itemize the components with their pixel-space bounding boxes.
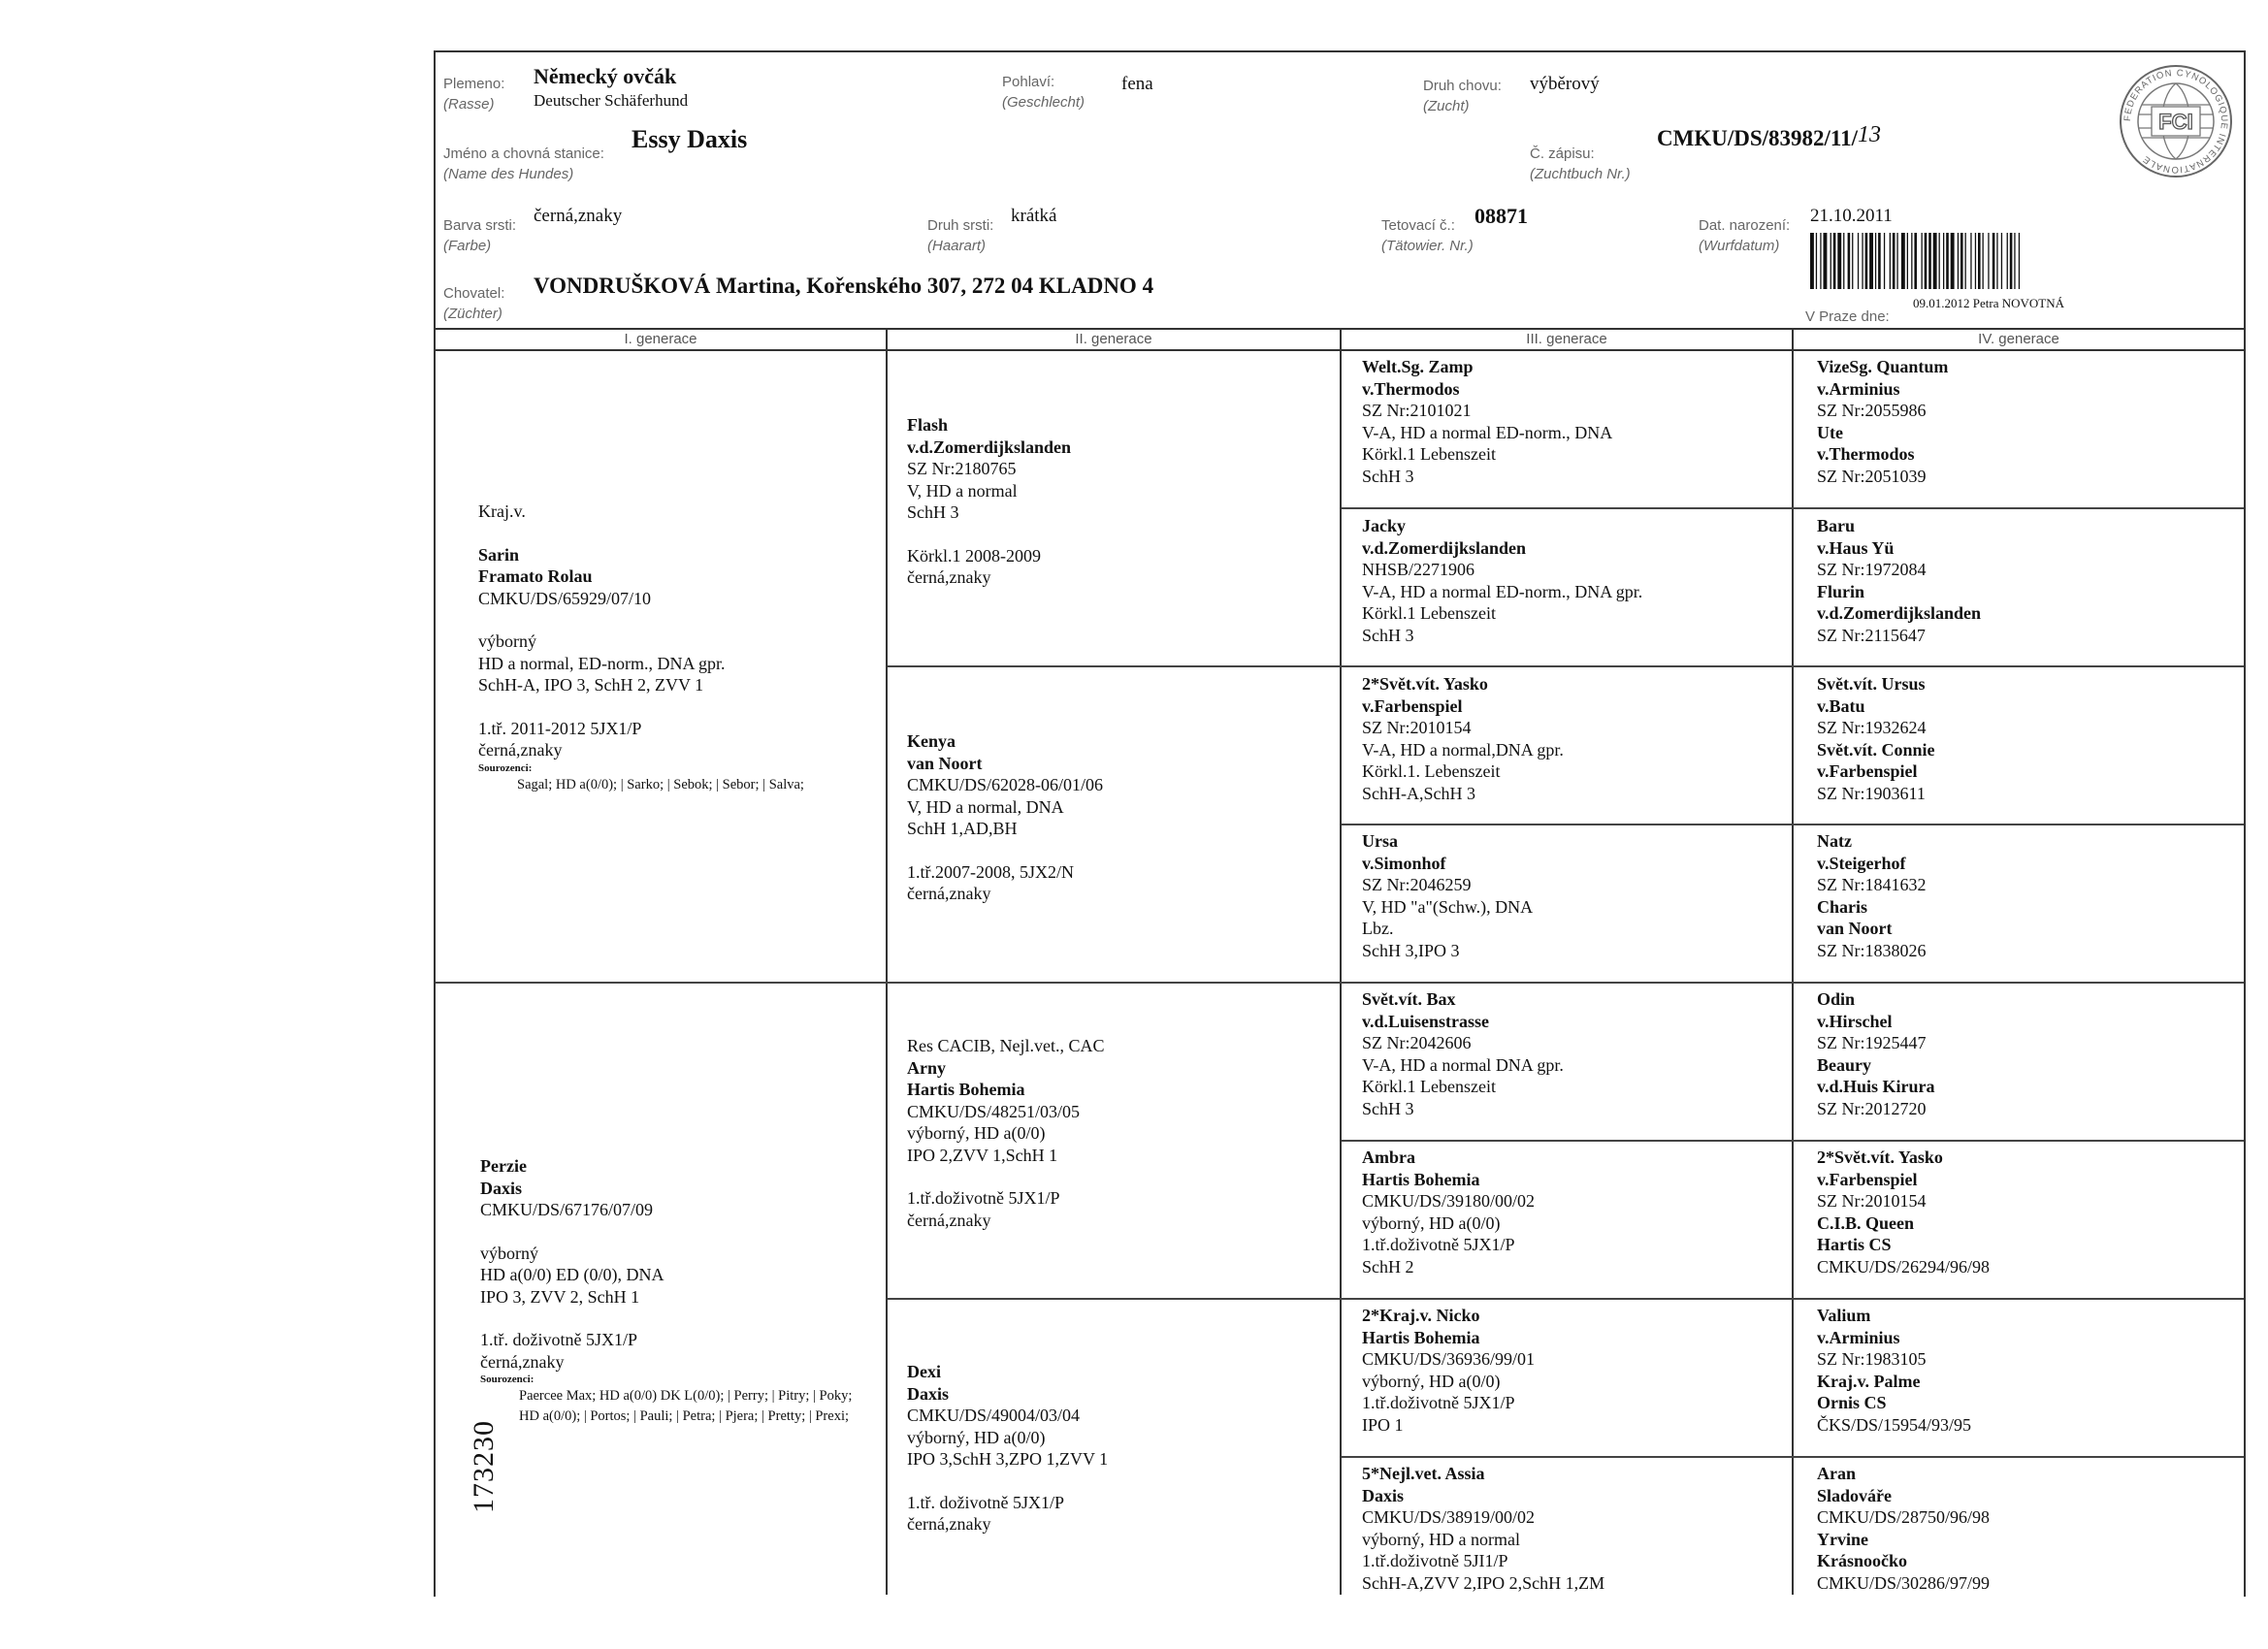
spacer xyxy=(478,696,876,718)
barcode-bar xyxy=(1925,233,1928,289)
coat-label: Druh srsti: (Haarart) xyxy=(927,217,994,254)
pedigree-line: Sarin xyxy=(478,544,520,565)
pedigree-line: CMKU/DS/26294/96/98 xyxy=(1817,1256,1991,1277)
pedigree-line: Hartis CS xyxy=(1817,1235,1892,1254)
pedigree-line: C.I.B. Queen xyxy=(1817,1212,1915,1233)
pedigree-line: SchH-A, IPO 3, SchH 2, ZVV 1 xyxy=(478,675,704,695)
pedigree-line: výborný, HD a(0/0) xyxy=(907,1427,1046,1447)
coat-value: krátká xyxy=(1011,206,1057,226)
gen3-cell-3 xyxy=(1362,673,1789,804)
pedigree-line: SZ Nr:2055986 xyxy=(1817,401,1927,420)
dam-dam-cell xyxy=(907,1361,1334,1536)
pedigree-line: SZ Nr:1972084 xyxy=(1817,560,1927,579)
pedigree-line: SZ Nr:1925447 xyxy=(1817,1033,1927,1052)
barcode-bar xyxy=(2001,233,2002,289)
pedigree-line: 2*Svět.vít. Yasko xyxy=(1362,674,1488,694)
pedigree-line: v.Arminius xyxy=(1817,1327,1900,1347)
pedigree-line: SchH 3 xyxy=(1362,1098,1414,1118)
barcode-bar xyxy=(1869,233,1873,289)
pedigree-line: SZ Nr:2101021 xyxy=(1362,401,1472,420)
pedigree-line: Yrvine xyxy=(1817,1529,1868,1549)
pedigree-line: SZ Nr:2180765 xyxy=(907,459,1017,478)
pedigree-line: výborný, HD a(0/0) xyxy=(1362,1212,1501,1233)
barcode-bar xyxy=(1875,233,1876,289)
pedigree-line: Valium xyxy=(1817,1306,1871,1325)
pedigree-line: 5*Nejl.vet. Assia xyxy=(1362,1464,1485,1483)
pedigree-line: V-A, HD a normal,DNA gpr. xyxy=(1362,739,1564,760)
gen3-cell-5 xyxy=(1362,988,1789,1119)
barcode-bar xyxy=(1996,233,1997,289)
dog-name-value: Essy Daxis xyxy=(632,125,748,153)
barcode-bar xyxy=(1820,233,1821,289)
pedigree-line: SZ Nr:1932624 xyxy=(1817,718,1927,737)
barcode-bar xyxy=(1914,233,1917,289)
pedigree-line: Ursa xyxy=(1362,831,1398,851)
gen4-cell-5 xyxy=(1817,988,2234,1119)
gen4-cell-7 xyxy=(1817,1305,2234,1436)
generation-header-1: I. generace xyxy=(436,330,886,351)
tattoo-label: Tetovací č.: (Tätowier. Nr.) xyxy=(1381,217,1474,254)
pedigree-line: Baru xyxy=(1817,516,1856,535)
grid-hline-e1 xyxy=(1342,507,2244,509)
pedigree-line: CMKU/DS/48251/03/05 xyxy=(907,1101,1081,1121)
pedigree-line: V-A, HD a normal ED-norm., DNA xyxy=(1362,422,1613,442)
barcode-bar xyxy=(1816,233,1817,289)
barcode-bar xyxy=(1890,233,1891,289)
barcode-bar xyxy=(1824,233,1828,289)
gen4-cell-4 xyxy=(1817,830,2234,961)
pedigree-line: Arny xyxy=(907,1057,946,1078)
registry-label: Č. zápisu: (Zuchtbuch Nr.) xyxy=(1530,146,1631,182)
gen3-cell-4 xyxy=(1362,830,1789,961)
pedigree-line: černá,znaky xyxy=(907,567,991,587)
pedigree-line: Körkl.1 Lebenszeit xyxy=(1362,1077,1496,1096)
svg-text:FCI: FCI xyxy=(2158,110,2193,134)
pedigree-line: Welt.Sg. Zamp xyxy=(1362,357,1474,376)
color-value: černá,znaky xyxy=(534,206,623,226)
breeder-label: Chovatel: (Züchter) xyxy=(443,285,505,322)
siblings-label: Sourozenci: xyxy=(478,761,533,774)
pedigree-line: CMKU/DS/67176/07/09 xyxy=(480,1200,654,1219)
pedigree-line: SZ Nr:1841632 xyxy=(1817,875,1927,894)
pedigree-line: v.d.Huis Kirura xyxy=(1817,1077,1935,1096)
pedigree-line: V, HD a normal, DNA xyxy=(907,796,1064,817)
side-number: 173230 xyxy=(468,1420,500,1513)
barcode-bar xyxy=(1951,233,1955,289)
pedigree-line: SchH 2 xyxy=(1362,1256,1414,1277)
pedigree-line: IPO 2,ZVV 1,SchH 1 xyxy=(907,1145,1058,1165)
sire-dam-cell xyxy=(907,730,1334,905)
pedigree-line: van Noort xyxy=(1817,919,1893,938)
spacer xyxy=(478,523,876,544)
pedigree-line: CMKU/DS/30286/97/99 xyxy=(1817,1572,1991,1593)
pedigree-line: Kraj.v. Palme xyxy=(1817,1371,1921,1391)
pedigree-line: CMKU/DS/38919/00/02 xyxy=(1362,1507,1536,1527)
pedigree-line: SZ Nr:2046259 xyxy=(1362,875,1472,894)
pedigree-line: SchH-A,ZVV 2,IPO 2,SchH 1,ZM xyxy=(1362,1572,1605,1593)
pedigree-line: Svět.vít. Connie xyxy=(1817,739,1935,760)
barcode-bar xyxy=(1901,233,1905,289)
barcode-bar xyxy=(1833,233,1836,289)
barcode-bar xyxy=(1843,233,1844,289)
grid-hline-q1 xyxy=(888,665,2244,667)
sire-cell xyxy=(478,501,876,795)
barcode-bar xyxy=(1958,233,1959,289)
siblings-label: Sourozenci: xyxy=(480,1374,535,1385)
pedigree-line: V, HD a normal xyxy=(907,480,1018,501)
pedigree-line: v.d.Zomerdijkslanden xyxy=(907,436,1072,457)
barcode-bar xyxy=(1975,233,1976,289)
grid-hline-q3 xyxy=(888,1298,2244,1300)
pedigree-line: SZ Nr:2051039 xyxy=(1817,466,1927,486)
barcode-bar xyxy=(1837,233,1841,289)
registry-value: CMKU/DS/83982/11/13 xyxy=(1657,122,1882,150)
pedigree-line: černá,znaky xyxy=(480,1351,565,1372)
pedigree-line: v.Farbenspiel xyxy=(1817,1169,1918,1189)
generation-header-2: II. generace xyxy=(888,330,1340,351)
grid-hline-e7 xyxy=(1342,1456,2244,1458)
pedigree-line: Hartis Bohemia xyxy=(1362,1169,1480,1189)
barcode-bar xyxy=(1852,233,1853,289)
pedigree-line: Hartis Bohemia xyxy=(1362,1327,1480,1347)
barcode-bar xyxy=(1939,233,1940,289)
spacer xyxy=(907,1471,1334,1492)
pedigree-line: Ute xyxy=(1817,422,1843,442)
pedigree-line: SZ Nr:2115647 xyxy=(1817,625,1926,645)
pedigree-line: v.d.Luisenstrasse xyxy=(1362,1011,1490,1031)
pedigree-line: ČKS/DS/15954/93/95 xyxy=(1817,1414,1972,1435)
pedigree-line: CMKU/DS/49004/03/04 xyxy=(907,1406,1081,1425)
breeding-type-value: výběrový xyxy=(1530,74,1600,94)
pedigree-line: CMKU/DS/36936/99/01 xyxy=(1362,1349,1536,1369)
pedigree-line: SZ Nr:2010154 xyxy=(1362,718,1472,737)
gen4-cell-1 xyxy=(1817,356,2234,487)
pedigree-line: 1.tř. doživotně 5JX1/P xyxy=(907,1492,1064,1512)
barcode-bar xyxy=(2007,233,2008,289)
pedigree-line: CMKU/DS/39180/00/02 xyxy=(1362,1191,1536,1211)
barcode-bar xyxy=(1896,233,1897,289)
pedigree-line: Odin xyxy=(1817,989,1856,1009)
gen4-cell-3 xyxy=(1817,673,2234,804)
pedigree-line: černá,znaky xyxy=(907,1514,991,1534)
gen3-cell-6 xyxy=(1362,1147,1789,1277)
barcode-bar xyxy=(1960,233,1963,289)
pedigree-line: v.Simonhof xyxy=(1362,853,1446,873)
barcode-bar xyxy=(1946,233,1949,289)
barcode-bar xyxy=(1965,233,1966,289)
pedigree-line: 1.tř. doživotně 5JX1/P xyxy=(480,1330,637,1349)
pedigree-line: SZ Nr:2042606 xyxy=(1362,1033,1472,1052)
pedigree-line: SZ Nr:1903611 xyxy=(1817,783,1926,803)
barcode-bar xyxy=(1911,233,1912,289)
barcode-bar xyxy=(1893,233,1895,289)
issued-label: V Praze dne: xyxy=(1805,308,1890,325)
gen3-cell-1 xyxy=(1362,356,1789,487)
gen3-cell-2 xyxy=(1362,515,1789,646)
pedigree-line: SchH-A,SchH 3 xyxy=(1362,783,1475,803)
pedigree-line: výborný xyxy=(478,631,536,651)
gen4-cell-6 xyxy=(1817,1147,2234,1277)
pedigree-line: SchH 3 xyxy=(1362,466,1414,486)
color-label: Barva srsti: (Farbe) xyxy=(443,217,517,254)
dog-name-label: Jméno a chovná stanice: (Name des Hundes) xyxy=(443,146,604,182)
pedigree-line: SZ Nr:2010154 xyxy=(1817,1191,1927,1211)
barcode-bar xyxy=(1978,233,1981,289)
breed-value-de: Deutscher Schäferhund xyxy=(534,91,689,110)
pedigree-line: Daxis xyxy=(907,1383,950,1404)
barcode-bar xyxy=(1862,233,1863,289)
pedigree-line: výborný, HD a normal xyxy=(1362,1529,1520,1549)
pedigree-line: van Noort xyxy=(907,753,983,773)
barcode-bar xyxy=(1988,233,1989,289)
pedigree-line: Ornis CS xyxy=(1817,1393,1887,1412)
pedigree-line: v.Haus Yü xyxy=(1817,537,1895,558)
issued-value: 09.01.2012 Petra NOVOTNÁ xyxy=(1913,296,2064,310)
pedigree-line: Lbz. xyxy=(1362,919,1394,938)
pedigree-line: 1.tř.doživotně 5JX1/P xyxy=(1362,1235,1515,1254)
grid-vline-3 xyxy=(1792,330,1794,1595)
pedigree-line: černá,znaky xyxy=(478,740,563,760)
tattoo-value: 08871 xyxy=(1474,204,1528,228)
barcode-bar xyxy=(1907,233,1908,289)
pedigree-line: Körkl.1 2008-2009 xyxy=(907,545,1041,566)
barcode-bar xyxy=(1933,233,1937,289)
breed-label: Plemeno: (Rasse) xyxy=(443,76,505,113)
grid-hline-e5 xyxy=(1342,1140,2244,1142)
gen3-cell-7 xyxy=(1362,1305,1789,1436)
pedigree-line: 1.tř.2007-2008, 5JX2/N xyxy=(907,861,1074,882)
barcode-bar xyxy=(1993,233,1995,289)
breeding-type-label: Druh chovu: (Zucht) xyxy=(1423,78,1502,114)
fci-logo xyxy=(2119,64,2233,178)
pedigree-line: Res CACIB, Nejl.vet., CAC xyxy=(907,1036,1105,1055)
pedigree-line: Svět.vít. Ursus xyxy=(1817,674,1926,694)
pedigree-line: SZ Nr:2012720 xyxy=(1817,1098,1927,1118)
pedigree-line: Krásnoočko xyxy=(1817,1551,1908,1570)
pedigree-line: v.Thermodos xyxy=(1817,444,1915,464)
sex-label: Pohlaví: (Geschlecht) xyxy=(1002,74,1085,111)
pedigree-line: 1.tř. 2011-2012 5JX1/P xyxy=(478,718,642,738)
pedigree-line: Svět.vít. Bax xyxy=(1362,989,1456,1009)
svg-text:FEDERATION CYNOLOGIQUE INTERNA: FEDERATION CYNOLOGIQUE INTERNATIONALE xyxy=(2122,67,2230,176)
pedigree-line: v.Thermodos xyxy=(1362,378,1460,399)
grid-vline-1 xyxy=(886,330,888,1595)
barcode-bar xyxy=(1970,233,1971,289)
pedigree-line: Körkl.1. Lebenszeit xyxy=(1362,761,1501,781)
grid-vline-2 xyxy=(1340,330,1342,1595)
breeder-value: VONDRUŠKOVÁ Martina, Kořenského 307, 272 04 KLADNO 4 xyxy=(534,274,1154,298)
pedigree-line: v.d.Zomerdijkslanden xyxy=(1817,603,1982,623)
pedigree-line: SZ Nr:1983105 xyxy=(1817,1349,1927,1369)
pedigree-line: výborný, HD a(0/0) xyxy=(907,1123,1046,1143)
pedigree-line: v.Arminius xyxy=(1817,378,1900,399)
pedigree-line: 1.tř.doživotně 5JI1/P xyxy=(1362,1551,1508,1570)
spacer xyxy=(480,1308,878,1329)
grid-hline-e3 xyxy=(1342,824,2244,825)
sex-value: fena xyxy=(1121,74,1153,94)
siblings-list: Paercee Max; HD a(0/0) DK L(0/0); | Perry; | Pitry; | Poky; HD a(0/0); | Portos; | Pauli; | Petra; | Pjera; | Pretty; | Prexi; xyxy=(519,1388,853,1424)
grid-hline-half xyxy=(436,982,2244,984)
pedigree-line: 2*Kraj.v. Nicko xyxy=(1362,1306,1480,1325)
barcode-bar xyxy=(2019,233,2020,289)
dam-sire-cell xyxy=(907,1035,1334,1231)
sire-sire-cell xyxy=(907,414,1334,589)
pedigree-line: SchH 3 xyxy=(907,502,959,522)
barcode-bar xyxy=(2010,233,2013,289)
spacer xyxy=(480,1221,878,1243)
pedigree-line: IPO 1 xyxy=(1362,1414,1404,1435)
barcode-bar xyxy=(1858,233,1859,289)
birth-date-value: 21.10.2011 xyxy=(1810,206,1893,226)
pedigree-line: Körkl.1 Lebenszeit xyxy=(1362,603,1496,623)
barcode-bar xyxy=(1878,233,1881,289)
pedigree-line: černá,znaky xyxy=(907,884,991,903)
pedigree-line: SchH 3,IPO 3 xyxy=(1362,940,1460,960)
pedigree-line: Ambra xyxy=(1362,1148,1415,1167)
pedigree-line: Flash xyxy=(907,415,949,435)
pedigree-line: Daxis xyxy=(480,1178,523,1198)
pedigree-line: Jacky xyxy=(1362,516,1406,535)
pedigree-line: SchH 1,AD,BH xyxy=(907,819,1018,838)
pedigree-line: SchH 3 xyxy=(1362,625,1414,645)
barcode-bar xyxy=(1848,233,1851,289)
pedigree-line: V-A, HD a normal DNA gpr. xyxy=(1362,1054,1564,1075)
pedigree-line: Beaury xyxy=(1817,1054,1871,1075)
pedigree-line: 1.tř.doživotně 5JX1/P xyxy=(1362,1393,1515,1412)
spacer xyxy=(478,609,876,630)
pedigree-line: V, HD "a"(Schw.), DNA xyxy=(1362,896,1534,917)
pedigree-line: Aran xyxy=(1817,1464,1856,1483)
spacer xyxy=(907,524,1334,545)
barcode-bar xyxy=(1810,233,1814,289)
pedigree-line: v.Steigerhof xyxy=(1817,853,1906,873)
pedigree-line: 2*Svět.vít. Yasko xyxy=(1817,1148,1943,1167)
barcode-bar xyxy=(1884,233,1885,289)
pedigree-line: IPO 3, ZVV 2, SchH 1 xyxy=(480,1286,640,1307)
pedigree-line: Körkl.1 Lebenszeit xyxy=(1362,444,1496,464)
siblings-list: Sagal; HD a(0/0); | Sarko; | Sebok; | Sebor; | Salva; xyxy=(517,776,804,792)
birth-date-label: Dat. narození: (Wurfdatum) xyxy=(1699,217,1791,254)
barcode-bar xyxy=(1865,233,1868,289)
pedigree-line: Natz xyxy=(1817,831,1852,851)
pedigree-line: CMKU/DS/28750/96/98 xyxy=(1817,1507,1991,1527)
pedigree-line: Kraj.v. xyxy=(478,501,526,521)
pedigree-line: výborný, HD a(0/0) xyxy=(1362,1371,1501,1391)
pedigree-line: Dexi xyxy=(907,1362,941,1381)
pedigree-line: V-A, HD a normal ED-norm., DNA gpr. xyxy=(1362,581,1643,601)
barcode xyxy=(1810,233,2134,289)
pedigree-line: SZ Nr:1838026 xyxy=(1817,940,1927,960)
barcode-bar xyxy=(2014,233,2015,289)
barcode-bar xyxy=(1922,233,1923,289)
pedigree-line: Daxis xyxy=(1362,1485,1405,1505)
pedigree-line: černá,znaky xyxy=(907,1210,991,1230)
barcode-bar xyxy=(1983,233,1984,289)
gen4-cell-2 xyxy=(1817,515,2234,646)
pedigree-line: v.Farbenspiel xyxy=(1817,761,1918,781)
generation-header-3: III. generace xyxy=(1342,330,1792,351)
breed-value: Německý ovčák xyxy=(534,64,677,88)
generation-header-4: IV. generace xyxy=(1794,330,2244,351)
dam-cell xyxy=(480,1155,878,1427)
pedigree-line: Sladováře xyxy=(1817,1485,1893,1505)
barcode-bar xyxy=(1943,233,1944,289)
pedigree-line: Charis xyxy=(1817,896,1868,917)
pedigree-line: IPO 3,SchH 3,ZPO 1,ZVV 1 xyxy=(907,1449,1109,1469)
barcode-bar xyxy=(1928,233,1931,289)
pedigree-line: HD a normal, ED-norm., DNA gpr. xyxy=(478,653,726,673)
pedigree-line: v.Batu xyxy=(1817,695,1865,716)
spacer xyxy=(907,840,1334,861)
gen4-cell-8 xyxy=(1817,1463,2234,1594)
pedigree-line: HD a(0/0) ED (0/0), DNA xyxy=(480,1265,664,1284)
spacer xyxy=(907,1166,1334,1187)
pedigree-line: 1.tř.doživotně 5JX1/P xyxy=(907,1188,1060,1208)
pedigree-line: v.Hirschel xyxy=(1817,1011,1893,1031)
pedigree-line: VizeSg. Quantum xyxy=(1817,357,1949,376)
pedigree-line: Flurin xyxy=(1817,581,1865,601)
pedigree-line: výborný xyxy=(480,1243,538,1263)
pedigree-line: CMKU/DS/62028-06/01/06 xyxy=(907,775,1104,794)
gen3-cell-8 xyxy=(1362,1463,1789,1594)
pedigree-line: Kenya xyxy=(907,731,956,751)
pedigree-line: v.d.Zomerdijkslanden xyxy=(1362,537,1527,558)
pedigree-line: v.Farbenspiel xyxy=(1362,695,1463,716)
pedigree-line: Framato Rolau xyxy=(478,566,593,586)
pedigree-line: Perzie xyxy=(480,1156,527,1176)
pedigree-line: CMKU/DS/65929/07/10 xyxy=(478,588,652,608)
pedigree-line: Hartis Bohemia xyxy=(907,1080,1025,1099)
pedigree-line: NHSB/2271906 xyxy=(1362,560,1475,579)
